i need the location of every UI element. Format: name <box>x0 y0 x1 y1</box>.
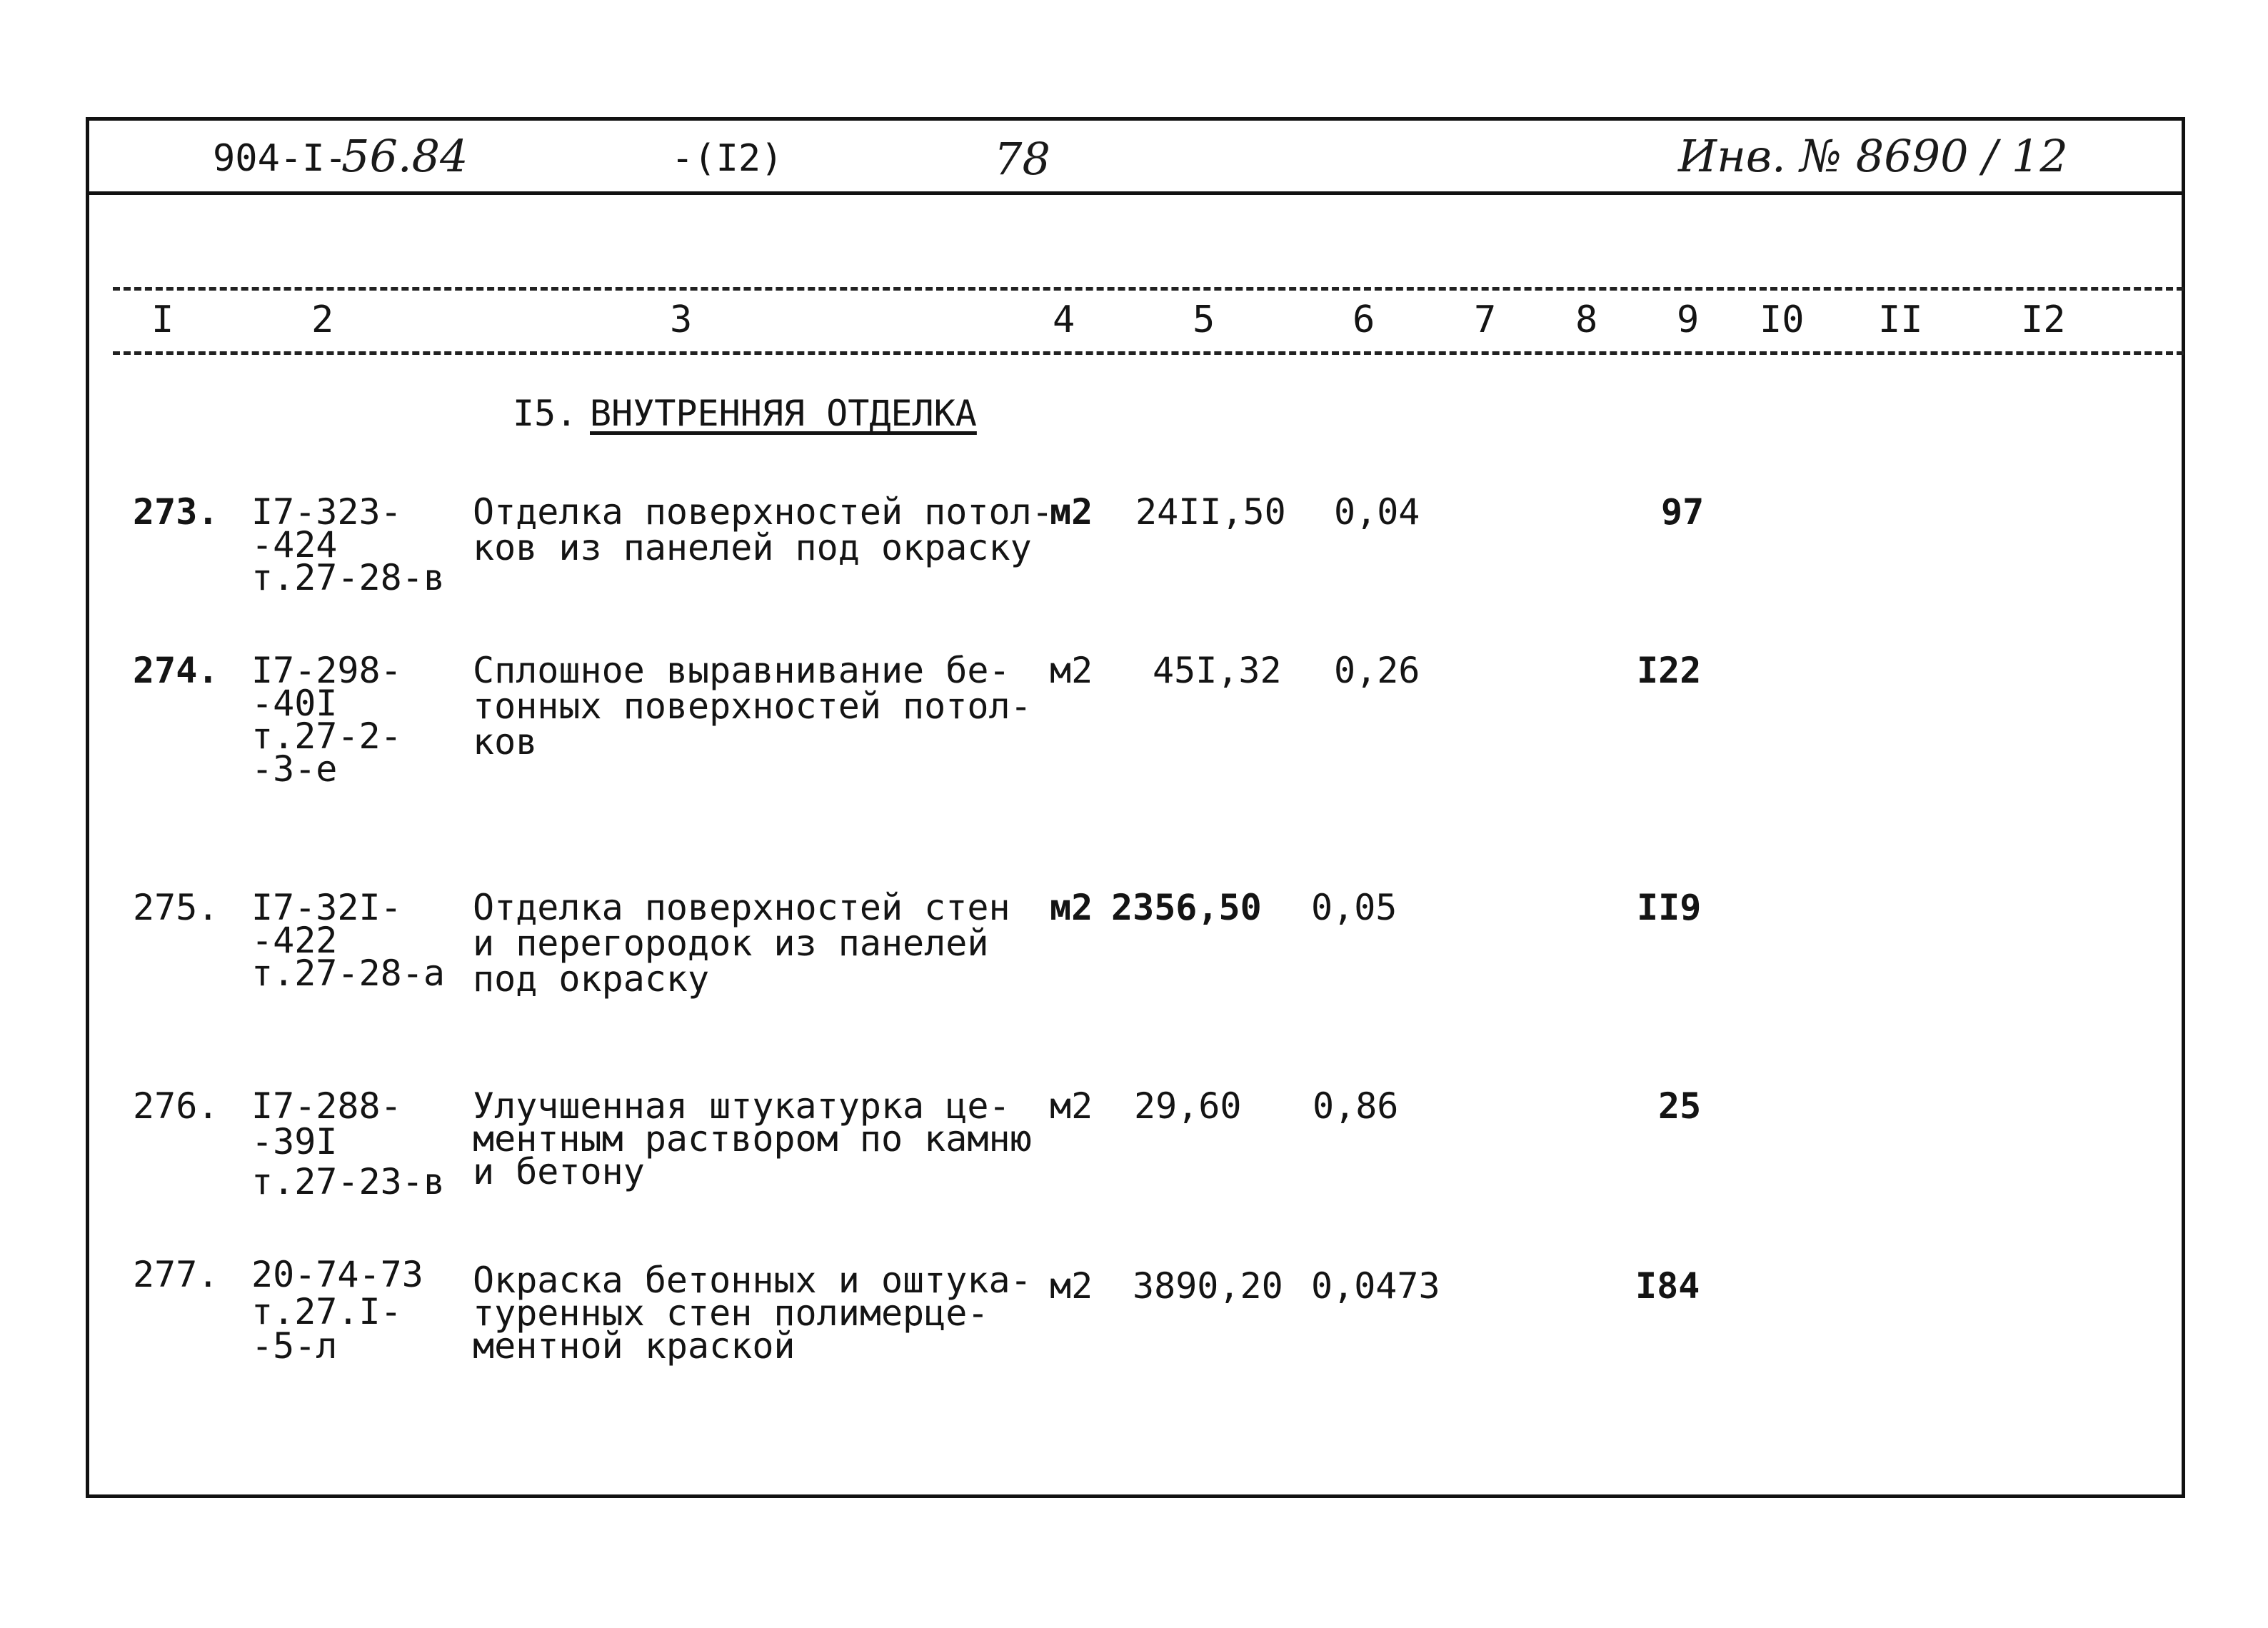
row-code-line: 20-74-73 <box>251 1254 423 1295</box>
row-description-line: и бетону <box>473 1151 645 1192</box>
page-number: 78 <box>994 133 1050 185</box>
row-code-line: -3-е <box>251 748 338 790</box>
row-col9-value: I22 <box>1637 650 1702 691</box>
row-description-line: Окраска бетонных и оштука- <box>473 1260 1032 1301</box>
row-code-line: т.27-28-в <box>251 557 445 598</box>
column-header-bottom-rule <box>113 351 2184 355</box>
row-number: 273. <box>133 491 219 533</box>
row-unit: м2 <box>1050 1085 1093 1127</box>
row-code-line: т.27-28-а <box>251 953 445 994</box>
row-coefficient: 0,0473 <box>1311 1265 1440 1307</box>
row-col9-value: I84 <box>1635 1265 1700 1307</box>
column-number: I <box>151 298 174 341</box>
row-code-line: -5-л <box>251 1325 338 1367</box>
row-code-line: -424 <box>251 524 338 566</box>
row-description-line: под окраску <box>473 958 710 1000</box>
row-quantity: 24II,50 <box>1135 491 1286 533</box>
column-number: 6 <box>1353 298 1375 341</box>
row-col9-value: 97 <box>1661 491 1705 533</box>
row-code-line: т.27.I- <box>251 1291 402 1332</box>
row-unit: м2 <box>1050 650 1093 691</box>
row-code-line: I7-323- <box>251 491 402 533</box>
column-header-top-rule <box>113 287 2184 291</box>
row-code-line: -40I <box>251 683 338 724</box>
column-number: 5 <box>1193 298 1215 341</box>
sheet-reference: -(I2) <box>671 137 783 180</box>
header-divider <box>86 191 2185 195</box>
row-coefficient: 0,86 <box>1313 1085 1399 1127</box>
row-coefficient: 0,04 <box>1334 491 1420 533</box>
row-number: 277. <box>133 1254 219 1295</box>
row-description-line: ков <box>473 721 538 763</box>
row-coefficient: 0,05 <box>1311 887 1398 928</box>
row-code-line: -422 <box>251 920 338 961</box>
column-number: 4 <box>1053 298 1075 341</box>
row-description-line: Отделка поверхностей стен <box>473 887 1010 928</box>
row-col9-value: 25 <box>1658 1085 1702 1127</box>
row-unit: м2 <box>1050 491 1093 533</box>
row-description-line: Улучшенная штукатурка це- <box>473 1085 1010 1127</box>
row-number: 276. <box>133 1085 219 1127</box>
row-description-line: Сплошное выравнивание бе- <box>473 650 1010 691</box>
row-code-line: I7-32I- <box>251 887 402 928</box>
row-quantity: 45I,32 <box>1153 650 1282 691</box>
row-coefficient: 0,26 <box>1334 650 1420 691</box>
row-code-line: т.27-23-в <box>251 1161 445 1202</box>
column-number: I0 <box>1760 298 1805 341</box>
row-description-line: тонных поверхностей потол- <box>473 685 1032 727</box>
column-number: I2 <box>2021 298 2066 341</box>
row-code-line: I7-298- <box>251 650 402 691</box>
row-description-line: ментным раствором по камню <box>473 1118 1032 1160</box>
row-unit: м2 <box>1050 887 1093 928</box>
doc-code-printed: 904-I- <box>213 137 347 180</box>
row-unit: м2 <box>1050 1265 1093 1307</box>
column-number: 7 <box>1474 298 1497 341</box>
inventory-number: Инв. № 8690 / 12 <box>1678 130 2068 182</box>
row-col9-value: II9 <box>1637 887 1702 928</box>
section-title: ВНУТРЕННЯЯ ОТДЕЛКА <box>590 393 977 434</box>
section-number: I5. <box>513 393 578 434</box>
row-code-line: т.27-2- <box>251 715 402 757</box>
column-number: 3 <box>670 298 693 341</box>
row-code-line: I7-288- <box>251 1085 402 1127</box>
row-quantity: 29,60 <box>1134 1085 1242 1127</box>
row-description-line: Отделка поверхностей потол- <box>473 491 1053 533</box>
row-description-line: ментной краской <box>473 1325 796 1367</box>
row-number: 275. <box>133 887 219 928</box>
row-description-line: и перегородок из панелей <box>473 923 989 964</box>
column-number: 8 <box>1575 298 1598 341</box>
row-quantity: 2356,50 <box>1111 887 1262 928</box>
row-number: 274. <box>133 650 219 691</box>
row-description-line: ков из панелей под окраску <box>473 527 1032 568</box>
doc-code-handwritten: 56.84 <box>341 130 468 182</box>
row-description-line: туренных стен полимерце- <box>473 1292 989 1334</box>
column-number: II <box>1878 298 1923 341</box>
column-number: 2 <box>311 298 334 341</box>
column-number: 9 <box>1677 298 1700 341</box>
row-code-line: -39I <box>251 1121 338 1162</box>
row-quantity: 3890,20 <box>1133 1265 1283 1307</box>
